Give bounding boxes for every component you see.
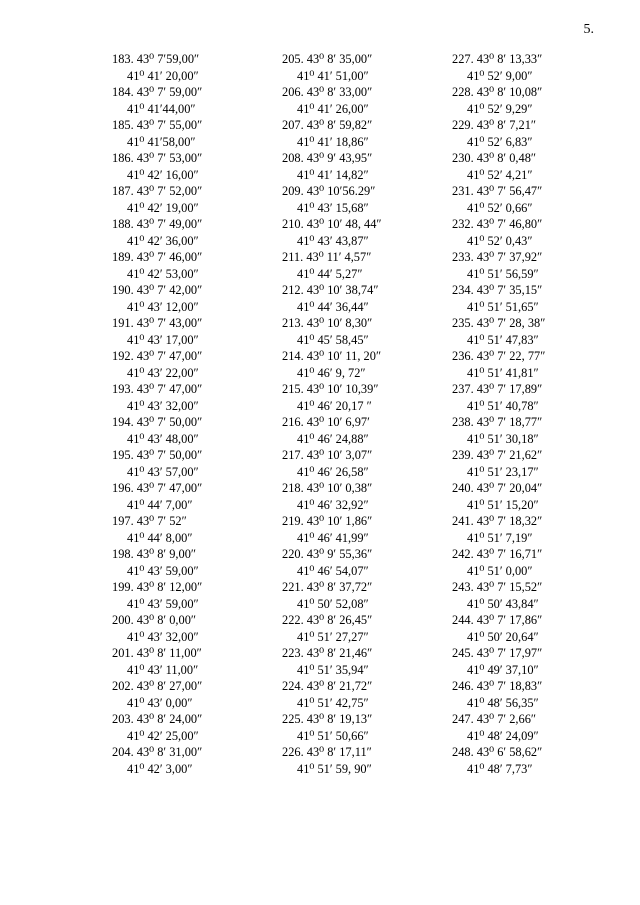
longitude-value: 41⁰ 43′ 59,00″ (127, 563, 199, 578)
point-latitude-entry: 195. 43⁰ 7′ 50,00″ (112, 448, 203, 462)
page-number: 5. (583, 22, 594, 37)
point-latitude-entry: 189. 43⁰ 7′ 46,00″ (112, 250, 203, 264)
longitude-value: 41⁰ 43′ 12,00″ (127, 299, 199, 314)
longitude-value: 41⁰ 41′ 18,86″ (297, 134, 369, 149)
longitude-value: 41⁰ 48′ 24,09″ (467, 728, 539, 743)
point-latitude-entry: 247. 43⁰ 7′ 2,66″ (452, 712, 537, 726)
longitude-value: 41⁰ 51′ 42,75″ (297, 695, 369, 710)
point-latitude-entry: 184. 43⁰ 7′ 59,00″ (112, 85, 203, 99)
longitude-value: 41⁰ 42′ 25,00″ (127, 728, 199, 743)
longitude-value: 41⁰ 44′ 36,44″ (297, 299, 369, 314)
longitude-value: 41⁰ 51′ 0,00″ (467, 563, 533, 578)
point-latitude-entry: 222. 43⁰ 8′ 26,45″ (282, 613, 373, 627)
longitude-value: 41⁰ 42′ 19,00″ (127, 200, 199, 215)
longitude-value: 41⁰ 52′ 0,66″ (467, 200, 533, 215)
point-latitude-entry: 213. 43⁰ 10′ 8,30″ (282, 316, 373, 330)
point-latitude-entry: 200. 43⁰ 8′ 0,00″ (112, 613, 197, 627)
point-latitude-entry: 244. 43⁰ 7′ 17,86″ (452, 613, 543, 627)
longitude-value: 41⁰ 48′ 56,35″ (467, 695, 539, 710)
longitude-value: 41⁰ 52′ 4,21″ (467, 167, 533, 182)
point-latitude-entry: 208. 43⁰ 9′ 43,95″ (282, 151, 373, 165)
longitude-value: 41⁰ 43′ 48,00″ (127, 431, 199, 446)
longitude-value: 41⁰ 52′ 9,29″ (467, 101, 533, 116)
longitude-value: 41⁰ 46′ 32,92″ (297, 497, 369, 512)
longitude-value: 41⁰ 43′ 32,00″ (127, 398, 199, 413)
point-latitude-entry: 196. 43⁰ 7′ 47,00″ (112, 481, 203, 495)
point-latitude-entry: 229. 43⁰ 8′ 7,21″ (452, 118, 537, 132)
longitude-value: 41⁰ 51′ 30,18″ (467, 431, 539, 446)
longitude-value: 41⁰ 44′ 7,00″ (127, 497, 193, 512)
longitude-value: 41⁰ 50′ 20,64″ (467, 629, 539, 644)
point-latitude-entry: 212. 43⁰ 10′ 38,74″ (282, 283, 379, 297)
longitude-value: 41⁰ 49′ 37,10″ (467, 662, 539, 677)
point-latitude-entry: 228. 43⁰ 8′ 10,08″ (452, 85, 543, 99)
longitude-value: 41⁰ 51′ 47,83″ (467, 332, 539, 347)
longitude-value: 41⁰ 42′ 3,00″ (127, 761, 193, 776)
longitude-value: 41⁰ 51′ 50,66″ (297, 728, 369, 743)
longitude-value: 41⁰ 42′ 16,00″ (127, 167, 199, 182)
longitude-value: 41⁰ 51′ 40,78″ (467, 398, 539, 413)
point-latitude-entry: 214. 43⁰ 10′ 11, 20″ (282, 349, 382, 363)
longitude-value: 41⁰ 48′ 7,73″ (467, 761, 533, 776)
longitude-value: 41⁰ 52′ 0,43″ (467, 233, 533, 248)
longitude-value: 41⁰ 41′ 26,00″ (297, 101, 369, 116)
point-latitude-entry: 237. 43⁰ 7′ 17,89″ (452, 382, 543, 396)
coordinates-column-3 (452, 51, 545, 777)
point-latitude-entry: 232. 43⁰ 7′ 46,80″ (452, 217, 543, 231)
point-latitude-entry: 203. 43⁰ 8′ 24,00″ (112, 712, 203, 726)
longitude-value: 41⁰ 51′ 23,17″ (467, 464, 539, 479)
point-latitude-entry: 221. 43⁰ 8′ 37,72″ (282, 580, 373, 594)
point-latitude-entry: 240. 43⁰ 7′ 20,04″ (452, 481, 543, 495)
longitude-value: 41⁰ 43′ 32,00″ (127, 629, 199, 644)
point-latitude-entry: 223. 43⁰ 8′ 21,46″ (282, 646, 373, 660)
point-latitude-entry: 204. 43⁰ 8′ 31,00″ (112, 745, 203, 759)
longitude-value: 41⁰ 46′ 41,99″ (297, 530, 369, 545)
longitude-value: 41⁰ 41′44,00″ (127, 101, 196, 116)
longitude-value: 41⁰ 43′ 11,00″ (127, 662, 199, 677)
point-latitude-entry: 227. 43⁰ 8′ 13,33″ (452, 52, 543, 66)
longitude-value: 41⁰ 46′ 54,07″ (297, 563, 369, 578)
point-latitude-entry: 243. 43⁰ 7′ 15,52″ (452, 580, 543, 594)
longitude-value: 41⁰ 51′ 27,27″ (297, 629, 369, 644)
longitude-value: 41⁰ 51′ 51,65″ (467, 299, 539, 314)
longitude-value: 41⁰ 43′ 57,00″ (127, 464, 199, 479)
point-latitude-entry: 235. 43⁰ 7′ 28, 38″ (452, 316, 546, 330)
point-latitude-entry: 225. 43⁰ 8′ 19,13″ (282, 712, 373, 726)
coordinates-column-1 (112, 51, 202, 777)
longitude-value: 41⁰ 51′ 7,19″ (467, 530, 533, 545)
point-latitude-entry: 220. 43⁰ 9′ 55,36″ (282, 547, 373, 561)
point-latitude-entry: 183. 43⁰ 7′59,00″ (112, 52, 200, 66)
point-latitude-entry: 194. 43⁰ 7′ 50,00″ (112, 415, 203, 429)
point-latitude-entry: 215. 43⁰ 10′ 10,39″ (282, 382, 379, 396)
point-latitude-entry: 238. 43⁰ 7′ 18,77″ (452, 415, 543, 429)
point-latitude-entry: 210. 43⁰ 10′ 48, 44″ (282, 217, 382, 231)
longitude-value: 41⁰ 43′ 43,87″ (297, 233, 369, 248)
longitude-value: 41⁰ 45′ 58,45″ (297, 332, 369, 347)
longitude-value: 41⁰ 46′ 24,88″ (297, 431, 369, 446)
longitude-value: 41⁰ 51′ 56,59″ (467, 266, 539, 281)
point-latitude-entry: 185. 43⁰ 7′ 55,00″ (112, 118, 203, 132)
longitude-value: 41⁰ 41′ 20,00″ (127, 68, 199, 83)
point-latitude-entry: 193. 43⁰ 7′ 47,00″ (112, 382, 203, 396)
point-latitude-entry: 224. 43⁰ 8′ 21,72″ (282, 679, 373, 693)
point-latitude-entry: 198. 43⁰ 8′ 9,00″ (112, 547, 197, 561)
point-latitude-entry: 188. 43⁰ 7′ 49,00″ (112, 217, 203, 231)
longitude-value: 41⁰ 46′ 9, 72″ (297, 365, 366, 380)
point-latitude-entry: 186. 43⁰ 7′ 53,00″ (112, 151, 203, 165)
point-latitude-entry: 192. 43⁰ 7′ 47,00″ (112, 349, 203, 363)
point-latitude-entry: 226. 43⁰ 8′ 17,11″ (282, 745, 372, 759)
point-latitude-entry: 233. 43⁰ 7′ 37,92″ (452, 250, 543, 264)
point-latitude-entry: 236. 43⁰ 7′ 22, 77″ (452, 349, 546, 363)
longitude-value: 41⁰ 52′ 9,00″ (467, 68, 533, 83)
point-latitude-entry: 231. 43⁰ 7′ 56,47″ (452, 184, 543, 198)
longitude-value: 41⁰ 50′ 43,84″ (467, 596, 539, 611)
longitude-value: 41⁰ 50′ 52,08″ (297, 596, 369, 611)
point-latitude-entry: 216. 43⁰ 10′ 6,97′ (282, 415, 370, 429)
point-latitude-entry: 218. 43⁰ 10′ 0,38″ (282, 481, 373, 495)
longitude-value: 41⁰ 51′ 59, 90″ (297, 761, 372, 776)
point-latitude-entry: 241. 43⁰ 7′ 18,32″ (452, 514, 543, 528)
longitude-value: 41⁰ 41′ 51,00″ (297, 68, 369, 83)
point-latitude-entry: 211. 43⁰ 11′ 4,57″ (282, 250, 372, 264)
longitude-value: 41⁰ 44′ 8,00″ (127, 530, 193, 545)
longitude-value: 41⁰ 51′ 41,81″ (467, 365, 539, 380)
point-latitude-entry: 205. 43⁰ 8′ 35,00″ (282, 52, 373, 66)
longitude-value: 41⁰ 52′ 6,83″ (467, 134, 533, 149)
point-latitude-entry: 190. 43⁰ 7′ 42,00″ (112, 283, 203, 297)
point-latitude-entry: 242. 43⁰ 7′ 16,71″ (452, 547, 543, 561)
point-latitude-entry: 230. 43⁰ 8′ 0,48″ (452, 151, 537, 165)
point-latitude-entry: 201. 43⁰ 8′ 11,00″ (112, 646, 202, 660)
longitude-value: 41⁰ 42′ 53,00″ (127, 266, 199, 281)
point-latitude-entry: 209. 43⁰ 10′56.29″ (282, 184, 376, 198)
longitude-value: 41⁰ 46′ 26,58″ (297, 464, 369, 479)
longitude-value: 41⁰ 51′ 35,94″ (297, 662, 369, 677)
point-latitude-entry: 191. 43⁰ 7′ 43,00″ (112, 316, 203, 330)
point-latitude-entry: 197. 43⁰ 7′ 52″ (112, 514, 187, 528)
longitude-value: 41⁰ 41′ 14,82″ (297, 167, 369, 182)
longitude-value: 41⁰ 44′ 5,27″ (297, 266, 363, 281)
point-latitude-entry: 206. 43⁰ 8′ 33,00″ (282, 85, 373, 99)
point-latitude-entry: 217. 43⁰ 10′ 3,07″ (282, 448, 373, 462)
longitude-value: 41⁰ 43′ 15,68″ (297, 200, 369, 215)
longitude-value: 41⁰ 51′ 15,20″ (467, 497, 539, 512)
point-latitude-entry: 246. 43⁰ 7′ 18,83″ (452, 679, 543, 693)
point-latitude-entry: 207. 43⁰ 8′ 59,82″ (282, 118, 373, 132)
longitude-value: 41⁰ 41′58,00″ (127, 134, 196, 149)
longitude-value: 41⁰ 43′ 59,00″ (127, 596, 199, 611)
longitude-value: 41⁰ 42′ 36,00″ (127, 233, 199, 248)
point-latitude-entry: 219. 43⁰ 10′ 1,86″ (282, 514, 373, 528)
longitude-value: 41⁰ 43′ 0,00″ (127, 695, 193, 710)
point-latitude-entry: 234. 43⁰ 7′ 35,15″ (452, 283, 543, 297)
point-latitude-entry: 245. 43⁰ 7′ 17,97″ (452, 646, 543, 660)
longitude-value: 41⁰ 46′ 20,17 ″ (297, 398, 372, 413)
coordinates-column-2 (282, 51, 382, 777)
point-latitude-entry: 248. 43⁰ 6′ 58,62″ (452, 745, 543, 759)
longitude-value: 41⁰ 43′ 22,00″ (127, 365, 199, 380)
point-latitude-entry: 239. 43⁰ 7′ 21,62″ (452, 448, 543, 462)
point-latitude-entry: 199. 43⁰ 8′ 12,00″ (112, 580, 203, 594)
point-latitude-entry: 202. 43⁰ 8′ 27,00″ (112, 679, 203, 693)
longitude-value: 41⁰ 43′ 17,00″ (127, 332, 199, 347)
point-latitude-entry: 187. 43⁰ 7′ 52,00″ (112, 184, 203, 198)
